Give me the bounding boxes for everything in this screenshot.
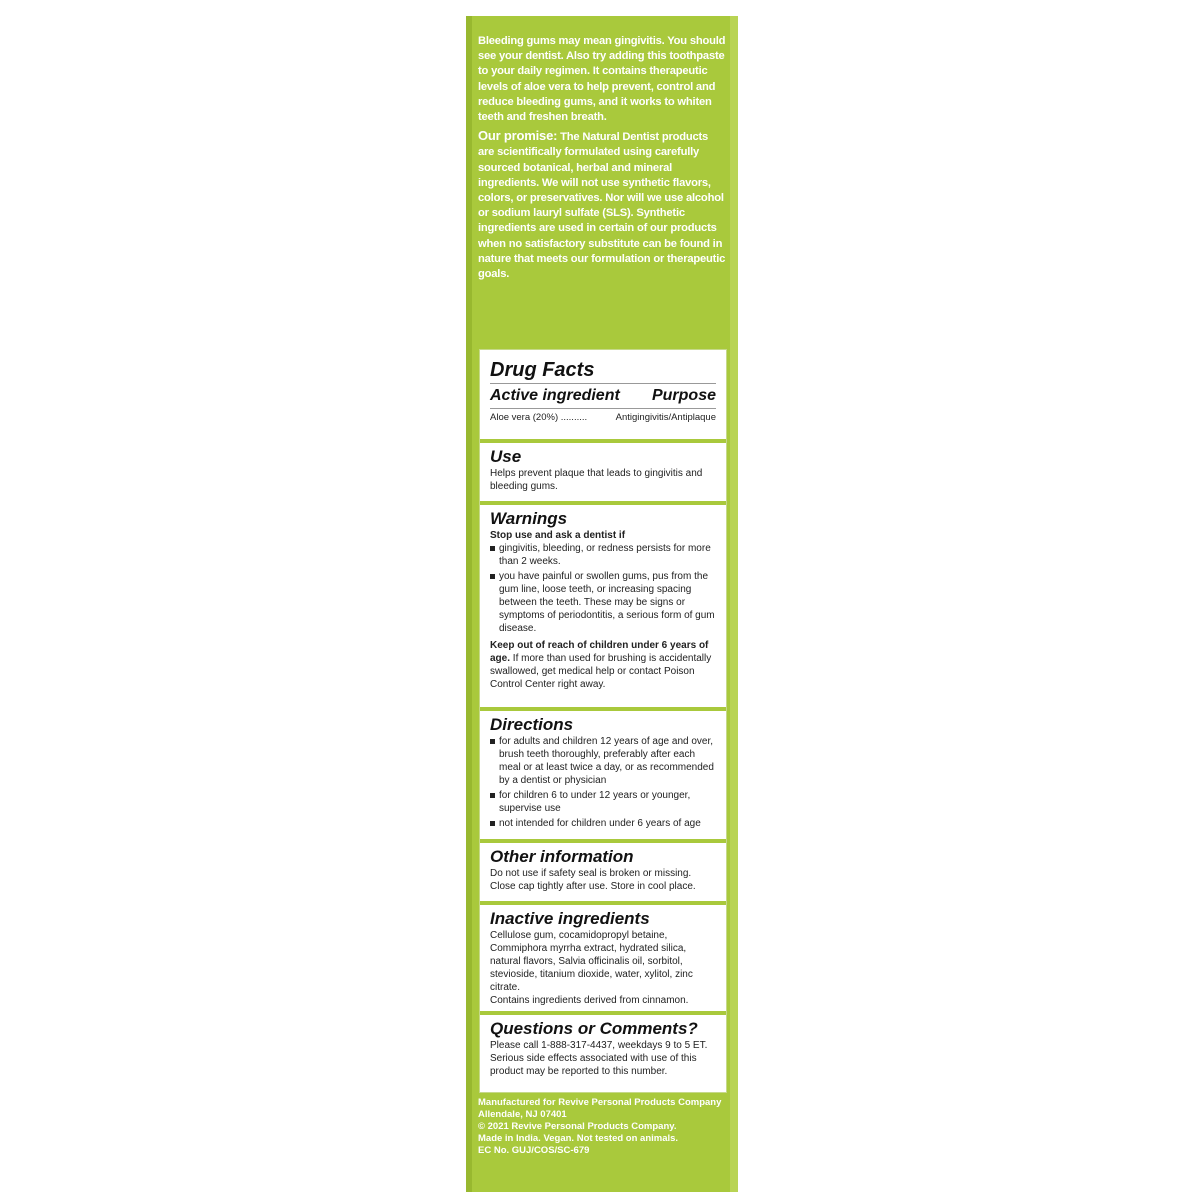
warning-item: you have painful or swollen gums, pus from the gum line, loose teeth, or increasing spacing between the teeth. These may be signs or symptoms of periodontitis, a serious form of gum disease. <box>490 570 716 635</box>
keep-out-of-reach <box>490 639 716 691</box>
divider <box>490 408 716 409</box>
questions-text: Please call 1-888-317-4437, weekdays 9 to 5 ET. Serious side effects associated with use of this product may be reported to this number. <box>490 1040 708 1077</box>
questions-section <box>480 1015 726 1092</box>
footer-line: Manufactured for Revive Personal Products Company <box>478 1097 722 1108</box>
drug-facts-header-section <box>480 350 726 443</box>
keep-out-bold: Keep out of reach of children under 6 years of age. <box>490 640 709 664</box>
warnings-section <box>480 505 726 711</box>
active-purpose-header <box>490 387 716 405</box>
direction-item: for children 6 to under 12 years or younger, supervise use <box>490 789 716 815</box>
questions-heading: Questions or Comments? <box>490 1019 698 1038</box>
intro-paragraph: Bleeding gums may mean gingivitis. You should see your dentist. Also try adding this toothpaste to your daily regimen. It contains therapeutic levels of aloe vera to help prevent, control and reduce bleeding gums, and it works to whiten teeth and freshen breath. <box>478 35 726 124</box>
direction-item: not intended for children under 6 years of age <box>490 817 716 830</box>
inactive-ingredients-heading: Inactive ingredients <box>490 909 650 928</box>
use-text: Helps prevent plaque that leads to gingivitis and bleeding gums. <box>490 468 703 492</box>
manufacturer-footer <box>478 1097 726 1157</box>
other-information-heading: Other information <box>490 847 634 866</box>
directions-heading: Directions <box>490 715 574 734</box>
directions-section <box>480 711 726 843</box>
active-ingredient-value: Aloe vera (20%) .......... <box>490 412 588 423</box>
warning-item: gingivitis, bleeding, or redness persists for more than 2 weeks. <box>490 542 716 568</box>
other-information-section <box>480 843 726 905</box>
warnings-heading: Warnings <box>490 509 568 528</box>
warnings-subheading: Stop use and ask a dentist if <box>490 530 626 541</box>
other-information-text: Do not use if safety seal is broken or missing. Close cap tightly after use. Store in cool place. <box>490 868 696 892</box>
intro-text-block <box>478 34 726 285</box>
promise-text: The Natural Dentist products are scientifically formulated using carefully sourced botanical, herbal and mineral ingredients. We will not use synthetic flavors, colors, or preservatives. Nor will we use alcohol or sodium lauryl sulfate (SLS). Synthetic ingredients are used in certain of our products when no satisfactory substitute can be found in nature that meets our formulation or therapeutic goals. <box>478 131 726 281</box>
footer-line: Allendale, NJ 07401 <box>478 1109 567 1120</box>
use-section <box>480 443 726 505</box>
promise-lead: Our promise: <box>478 128 558 144</box>
active-ingredient-row <box>490 412 716 423</box>
use-heading: Use <box>490 447 522 466</box>
promise-paragraph <box>478 128 726 282</box>
drug-facts-title: Drug Facts <box>490 359 595 381</box>
divider <box>490 383 716 384</box>
box-right-edge <box>730 16 738 1192</box>
inactive-ingredients-section <box>480 905 726 1015</box>
keep-out-text: If more than used for brushing is accidentally swallowed, get medical help or contact Poison Control Center right away. <box>490 653 712 690</box>
inactive-ingredients-note: Contains ingredients derived from cinnamon. <box>490 995 689 1006</box>
footer-line: © 2021 Revive Personal Products Company. <box>478 1121 677 1132</box>
footer-line: Made in India. Vegan. Not tested on animals. <box>478 1133 679 1144</box>
purpose-heading: Purpose <box>651 387 716 404</box>
active-ingredient-heading: Active ingredient <box>490 387 620 404</box>
drug-facts-panel <box>479 349 727 1093</box>
footer-line: EC No. GUJ/COS/SC-679 <box>478 1145 590 1156</box>
inactive-ingredients-text: Cellulose gum, cocamidopropyl betaine, Commiphora myrrha extract, hydrated silica, natural flavors, Salvia officinalis oil, sorbitol, stevioside, titanium dioxide, water, xylitol, zinc citrate. <box>490 930 693 993</box>
purpose-value: Antigingivitis/Antiplaque <box>615 412 716 423</box>
direction-item: for adults and children 12 years of age and over, brush teeth thoroughly, preferably after each meal or at least twice a day, or as recommended by a dentist or physician <box>490 735 716 787</box>
box-left-edge <box>466 16 472 1192</box>
